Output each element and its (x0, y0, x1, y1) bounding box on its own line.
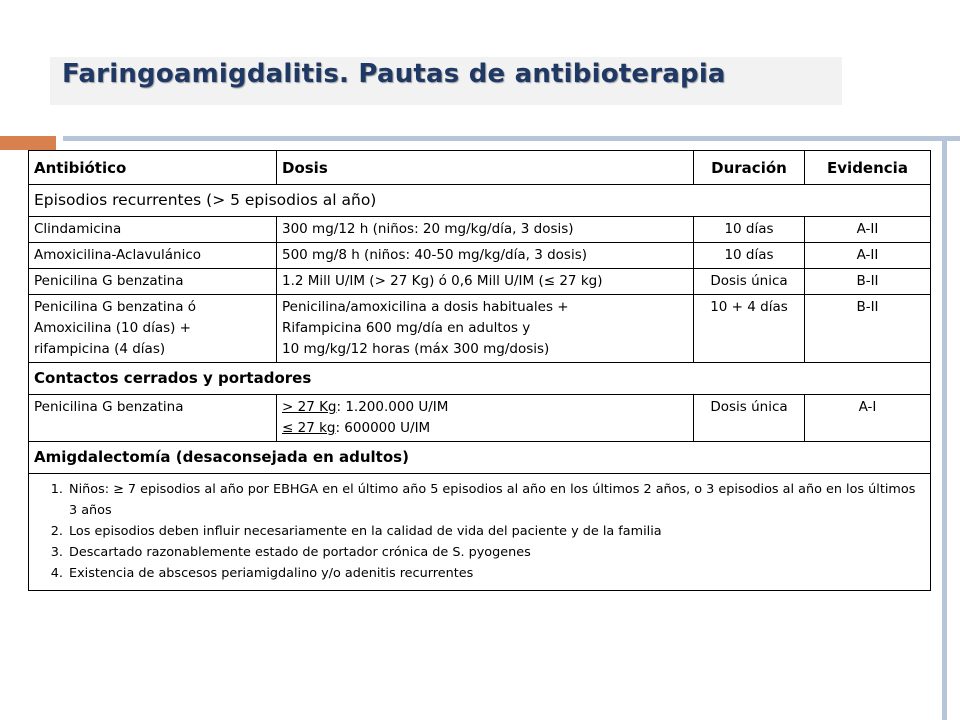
cell-dosis (277, 395, 694, 442)
blue-accent-line-horizontal (63, 136, 960, 141)
cell-antibiotico: Clindamicina (29, 217, 277, 243)
cell-line: Penicilina/amoxicilina a dosis habituales + (282, 299, 569, 315)
cell-duracion: Dosis única (694, 269, 805, 295)
cell-duracion: 10 + 4 días (694, 295, 805, 363)
cell-line: rifampicina (4 días) (34, 341, 166, 357)
cell-line: 10 mg/kg/12 horas (máx 300 mg/dosis) (282, 341, 550, 357)
table-row (29, 217, 931, 243)
cell-antibiotico: Amoxicilina-Aclavulánico (29, 243, 277, 269)
dose-line-over-27kg (282, 397, 688, 418)
cell-antibiotico: Penicilina G benzatina (29, 395, 277, 442)
cell-line: Rifampicina 600 mg/día en adultos y (282, 320, 531, 336)
table-row-combination (29, 295, 931, 363)
header-evidencia: Evidencia (805, 151, 931, 185)
header-duracion: Duración (694, 151, 805, 185)
cell-evidencia: B-II (805, 269, 931, 295)
table-row (29, 243, 931, 269)
weight-threshold: ≤ 27 kg (282, 420, 336, 436)
cell-line: Penicilina G benzatina ó (34, 299, 197, 315)
dose-value: : 600000 U/IM (335, 420, 431, 436)
header-dosis: Dosis (277, 151, 694, 185)
cell-evidencia: A-II (805, 243, 931, 269)
cell-evidencia: A-I (805, 395, 931, 442)
list-item: 3. Descartado razonablemente estado de portador crónica de S. pyogenes (67, 542, 925, 563)
cell-dosis: 1.2 Mill U/IM (> 27 Kg) ó 0,6 Mill U/IM (≤ 27 kg) (277, 269, 694, 295)
cell-dosis: 500 mg/8 h (niños: 40-50 mg/kg/día, 3 dosis) (277, 243, 694, 269)
criteria-cell (29, 474, 931, 591)
dose-value: : 1.200.000 U/IM (336, 399, 449, 415)
table-row (29, 395, 931, 442)
section-title: Amigdalectomía (desaconsejada en adultos) (29, 442, 931, 474)
criteria-list (34, 479, 925, 584)
list-item: 2. Los episodios deben influir necesariamente en la calidad de vida del paciente y de la familia (67, 521, 925, 542)
table-row (29, 269, 931, 295)
cell-duracion: 10 días (694, 217, 805, 243)
header-antibiotico: Antibiótico (29, 151, 277, 185)
antibiotic-table (28, 150, 931, 591)
blue-accent-line-vertical (942, 136, 947, 720)
section-header-recurrentes (29, 185, 931, 217)
section-title: Episodios recurrentes (> 5 episodios al año) (29, 185, 931, 217)
cell-dosis (277, 295, 694, 363)
section-header-contactos (29, 363, 931, 395)
criteria-row (29, 474, 931, 591)
cell-duracion: Dosis única (694, 395, 805, 442)
table-header-row (29, 151, 931, 185)
dose-line-under-27kg (282, 418, 688, 439)
list-item: 4. Existencia de abscesos periamigdalino y/o adenitis recurrentes (67, 563, 925, 584)
page-title: Faringoamigdalitis. Pautas de antibioterapia (62, 59, 726, 89)
cell-evidencia: B-II (805, 295, 931, 363)
cell-antibiotico (29, 295, 277, 363)
list-item: 1. Niños: ≥ 7 episodios al año por EBHGA en el último año 5 episodios al año en los últimos 2 años, o 3 episodios al año en los últimos 3 años (67, 479, 925, 521)
cell-duracion: 10 días (694, 243, 805, 269)
cell-line: Amoxicilina (10 días) + (34, 320, 191, 336)
section-header-amigdalectomia (29, 442, 931, 474)
weight-threshold: > 27 Kg (282, 399, 337, 415)
section-title: Contactos cerrados y portadores (29, 363, 931, 395)
orange-accent-bar (0, 136, 56, 150)
cell-antibiotico: Penicilina G benzatina (29, 269, 277, 295)
cell-dosis: 300 mg/12 h (niños: 20 mg/kg/día, 3 dosis) (277, 217, 694, 243)
cell-evidencia: A-II (805, 217, 931, 243)
